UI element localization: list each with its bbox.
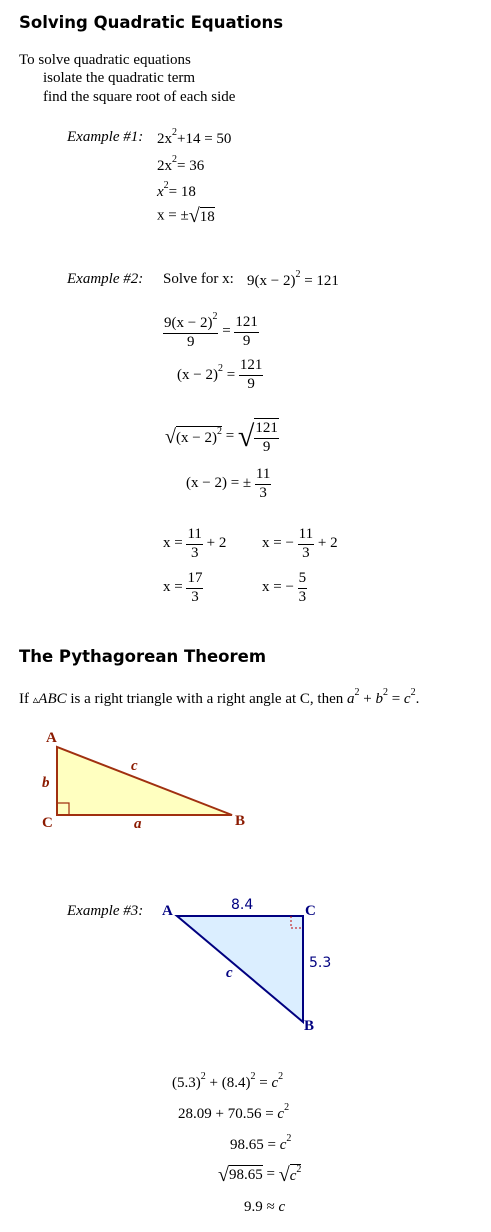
- eq-exponent: 2: [217, 363, 223, 374]
- eq-exponent: 2: [250, 1071, 256, 1082]
- eq-exponent: 2: [410, 687, 416, 698]
- statement-text: is a right triangle with a right angle at C, then: [70, 691, 344, 707]
- eq-exponent: 2: [354, 687, 360, 698]
- denominator: 9: [242, 332, 251, 349]
- eq-exponent: 2: [212, 311, 218, 322]
- eq-exponent: 2: [382, 687, 388, 698]
- eq-term: x =: [163, 579, 183, 595]
- side-cb-length: 5.3: [309, 955, 332, 971]
- radical: √ $\frac{121}{9}$: [237, 419, 278, 455]
- eq-term: (x − 2) = ±: [186, 475, 252, 491]
- eq-term: c: [278, 1199, 286, 1215]
- eq-term: a: [346, 691, 355, 707]
- numerator: 121: [234, 314, 259, 333]
- radical: $√c^2$: [278, 1163, 302, 1186]
- example-2-step: $(x - 2)^2$ = $\frac{121}{9}$: [177, 357, 263, 392]
- statement-text: If: [19, 691, 29, 707]
- eq-term: c: [271, 1075, 279, 1091]
- numerator: 121: [239, 357, 264, 376]
- section-title-pythagorean: The Pythagorean Theorem: [19, 647, 267, 666]
- work-step: $√98.65 = √c^2$: [218, 1163, 302, 1186]
- example-2-prompt: Solve for x:: [163, 271, 234, 287]
- radical: $√(x - 2)^2$: [165, 425, 222, 448]
- vertex-a-label: A: [162, 903, 173, 919]
- eq-exponent: 2: [286, 1133, 292, 1144]
- work-step: [230, 1135, 291, 1154]
- denominator: 3: [298, 588, 307, 605]
- example-3-label: Example #3:: [67, 903, 144, 919]
- eq-term: x = ±: [157, 207, 189, 224]
- radicand: (x − 2): [175, 430, 217, 446]
- eq-term: + 2: [317, 535, 338, 551]
- work-step: [244, 1199, 285, 1216]
- step-item: find the square root of each side: [43, 89, 236, 105]
- eq-term: 2x: [157, 131, 172, 147]
- radical: √98.65: [218, 1163, 263, 1186]
- eq-term: c: [279, 1137, 287, 1153]
- denominator: 3: [191, 588, 199, 605]
- denominator: 3: [302, 544, 310, 561]
- eq-term: x =: [163, 535, 183, 551]
- vertex-a-label: A: [46, 730, 57, 746]
- triangle-symbol: ▵: [32, 694, 39, 706]
- eq-exponent: 2: [216, 426, 222, 437]
- denominator: 9: [186, 333, 195, 350]
- eq-term: = 18: [168, 184, 196, 200]
- side-b-label: b: [42, 775, 50, 791]
- side-a-label: a: [134, 816, 142, 832]
- side-ac-length: 8.4: [231, 897, 254, 913]
- theorem-statement: If ▵ABC is a right triangle with a right angle at C, then $a^2 + b^2 = c^2$.: [19, 687, 420, 707]
- eq-term: + 2: [206, 535, 227, 551]
- vertex-c-label: C: [305, 903, 316, 919]
- eq-term: x: [157, 184, 164, 200]
- eq-exponent: 2: [172, 154, 177, 165]
- work-step: [178, 1104, 289, 1123]
- radical: √18: [188, 205, 215, 227]
- vertex-c-label: C: [42, 815, 53, 831]
- numerator: 5: [298, 570, 308, 589]
- right-triangle-example-3: [177, 916, 303, 1022]
- eq-term: (x − 2): [177, 367, 218, 383]
- example-2-step: $√(x - 2)^2$ = √ $\frac{121}{9}$: [165, 419, 278, 455]
- eq-term: 28.09 + 70.56 =: [178, 1106, 274, 1122]
- eq-exponent: 2: [278, 1071, 284, 1082]
- eq-exponent: 2: [200, 1071, 206, 1082]
- eq-term: (8.4): [221, 1075, 251, 1091]
- numerator: 11: [255, 466, 271, 485]
- eq-term: (5.3): [172, 1075, 201, 1091]
- triangle-name: ABC: [38, 691, 67, 707]
- side-c-label: c: [131, 758, 138, 774]
- eq-term: 9(x − 2): [247, 273, 296, 289]
- eq-term: 98.65 =: [230, 1137, 276, 1153]
- eq-term: c: [277, 1106, 285, 1122]
- vertex-b-label: B: [304, 1018, 315, 1034]
- eq-term: 9.9 ≈: [244, 1199, 275, 1215]
- work-step: $(5.3)^2 + (8.4)^2 = c^2$: [172, 1071, 284, 1091]
- radicand: 98.65: [228, 1167, 263, 1183]
- eq-exponent: 2: [296, 1164, 302, 1175]
- eq-exponent: 2: [284, 1102, 290, 1113]
- intro-text: To solve quadratic equations: [19, 52, 191, 68]
- denominator: 3: [190, 544, 199, 561]
- eq-exponent: 2: [172, 127, 177, 138]
- eq-term: 2x: [157, 158, 172, 174]
- eq-term: x = −: [262, 579, 294, 595]
- denominator: 9: [247, 375, 255, 392]
- eq-exponent: 2: [295, 269, 301, 280]
- eq-term: x = −: [262, 535, 294, 551]
- example-1-label: Example #1:: [67, 129, 144, 145]
- section-title-quadratics: Solving Quadratic Equations: [19, 13, 284, 32]
- denominator: 3: [259, 484, 267, 501]
- eq-term: = 36: [177, 158, 205, 174]
- example-2-label: Example #2:: [67, 271, 144, 287]
- eq-term: = 121: [304, 273, 339, 289]
- eq-exponent: 2: [163, 180, 169, 191]
- denominator: 9: [262, 438, 271, 455]
- numerator: 11: [298, 526, 314, 545]
- eq-term: b: [375, 691, 383, 707]
- numerator: 17: [186, 570, 203, 589]
- numerator: 9(x − 2): [164, 315, 213, 331]
- right-triangle-abc: [57, 747, 232, 815]
- radicand: 18: [199, 208, 215, 225]
- example-2-step: $\frac{9(x - 2)^2}{9}$ = $\frac{121}{9}$: [164, 311, 258, 350]
- radicand: c: [289, 1168, 297, 1184]
- numerator: 121: [254, 420, 279, 439]
- vertex-b-label: B: [235, 813, 246, 829]
- step-item: isolate the quadratic term: [43, 70, 196, 86]
- eq-term: c: [403, 691, 411, 707]
- numerator: 11: [186, 526, 202, 545]
- eq-term: +14 = 50: [177, 131, 232, 147]
- side-c-label: c: [226, 965, 233, 981]
